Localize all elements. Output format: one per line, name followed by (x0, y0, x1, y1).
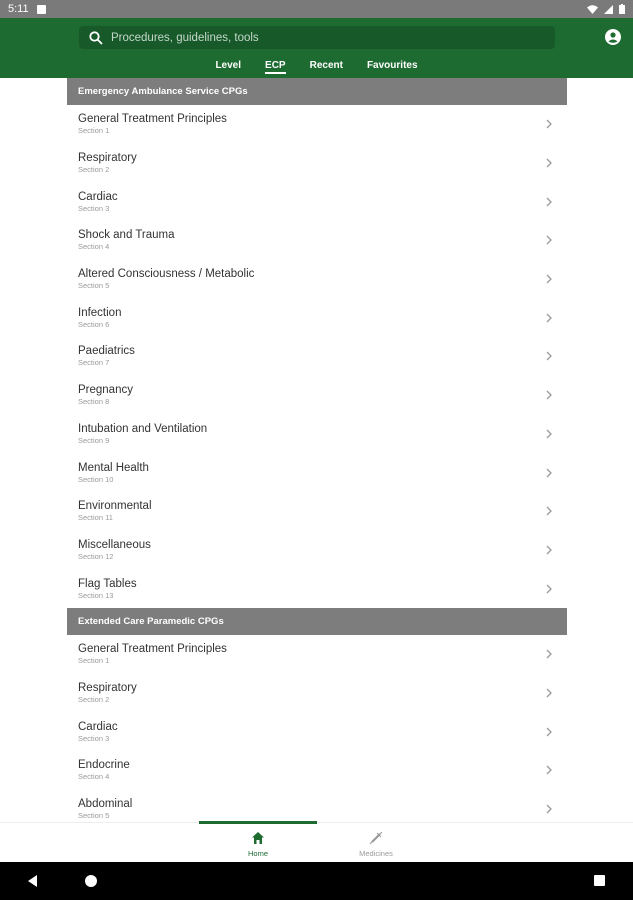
cpg-list (67, 78, 567, 828)
chevron-right-icon (545, 119, 553, 129)
list-item[interactable] (67, 569, 567, 608)
list-item-subtitle: Section 1 (78, 126, 110, 136)
list-item-subtitle: Section 4 (78, 242, 110, 252)
nav-home-label: Home (247, 849, 268, 858)
list-item[interactable] (67, 712, 567, 751)
list-item[interactable] (67, 337, 567, 376)
list-item-subtitle: Section 2 (78, 694, 110, 704)
chevron-right-icon (545, 649, 553, 659)
list-item-subtitle: Section 10 (78, 474, 114, 484)
chevron-right-icon (545, 765, 553, 775)
list-item-subtitle: Section 7 (78, 358, 110, 368)
wifi-icon (587, 5, 598, 14)
chevron-right-icon (545, 158, 553, 168)
nav-medicines[interactable] (336, 831, 416, 858)
chevron-right-icon (545, 235, 553, 245)
chevron-right-icon (545, 468, 553, 478)
recents-icon[interactable] (594, 875, 605, 886)
chevron-right-icon (545, 197, 553, 207)
list-item-title: Pregnancy (78, 384, 133, 397)
list-item-title: Endocrine (78, 759, 130, 772)
account-icon[interactable] (605, 29, 621, 45)
chevron-right-icon (545, 727, 553, 737)
list-item-title: Respiratory (78, 152, 137, 165)
list-item-subtitle: Section 12 (78, 551, 114, 561)
list-item[interactable] (67, 531, 567, 570)
search-icon (89, 31, 103, 45)
tab-bar (0, 56, 633, 78)
list-item-subtitle: Section 11 (78, 513, 113, 523)
list-item[interactable] (67, 221, 567, 260)
chevron-right-icon (545, 804, 553, 814)
list-item-title: Cardiac (78, 190, 118, 203)
list-item[interactable] (67, 635, 567, 674)
list-item-subtitle: Section 8 (78, 397, 110, 407)
list-item-title: Shock and Trauma (78, 229, 175, 242)
list-item-subtitle: Section 13 (78, 590, 114, 600)
search-bar[interactable] (79, 26, 555, 49)
list-item[interactable] (67, 376, 567, 415)
list-item-subtitle: Section 3 (78, 203, 110, 213)
tab-recent[interactable]: Recent (309, 59, 343, 71)
list-item-title: Infection (78, 306, 122, 319)
status-bar (0, 0, 633, 18)
chevron-right-icon (545, 506, 553, 516)
chevron-right-icon (545, 584, 553, 594)
tab-level[interactable]: Level (215, 59, 242, 71)
list-item-subtitle: Section 5 (78, 281, 110, 291)
app-header (0, 18, 633, 78)
chevron-right-icon (545, 390, 553, 400)
nav-home[interactable] (218, 831, 298, 858)
list-item-title: Flag Tables (78, 577, 137, 590)
list-item[interactable] (67, 674, 567, 713)
search-input[interactable] (111, 32, 531, 44)
list-item-title: Miscellaneous (78, 538, 151, 551)
list-item-title: General Treatment Principles (78, 113, 227, 126)
list-item-subtitle: Section 3 (78, 733, 110, 743)
section-header: Emergency Ambulance Service CPGs (67, 78, 567, 105)
list-item[interactable] (67, 260, 567, 299)
list-item[interactable] (67, 182, 567, 221)
tab-favourites[interactable]: Favourites (366, 59, 418, 71)
list-item-title: Abdominal (78, 798, 133, 811)
list-item-title: Cardiac (78, 720, 118, 733)
list-item[interactable] (67, 415, 567, 454)
chevron-right-icon (545, 274, 553, 284)
chevron-right-icon (545, 688, 553, 698)
list-item-title: General Treatment Principles (78, 643, 227, 656)
list-item-subtitle: Section 5 (78, 811, 110, 821)
list-item-subtitle: Section 6 (78, 319, 110, 329)
sim-icon (37, 5, 46, 14)
list-item[interactable] (67, 453, 567, 492)
syringe-icon (369, 831, 383, 845)
status-time: 5:11 (8, 3, 29, 15)
chevron-right-icon (545, 429, 553, 439)
battery-icon (619, 4, 625, 14)
list-item-title: Respiratory (78, 681, 137, 694)
nav-medicines-label: Medicines (359, 849, 393, 858)
chevron-right-icon (545, 351, 553, 361)
list-item[interactable] (67, 751, 567, 790)
back-icon[interactable] (28, 875, 37, 887)
list-item-title: Mental Health (78, 461, 149, 474)
active-nav-indicator (199, 821, 317, 824)
system-nav-bar (0, 862, 633, 900)
bottom-nav (0, 822, 633, 862)
list-item-title: Environmental (78, 500, 152, 513)
list-item-title: Intubation and Ventilation (78, 422, 208, 435)
list-item-title: Altered Consciousness / Metabolic (78, 268, 255, 281)
list-item-subtitle: Section 2 (78, 165, 110, 175)
signal-icon (604, 5, 613, 14)
chevron-right-icon (545, 545, 553, 555)
home-icon (251, 831, 265, 845)
list-item[interactable] (67, 105, 567, 144)
list-item-title: Paediatrics (78, 345, 135, 358)
list-item-subtitle: Section 4 (78, 772, 110, 782)
tab-ecp[interactable]: ECP (265, 56, 286, 74)
list-item-subtitle: Section 1 (78, 656, 110, 666)
list-item-subtitle: Section 9 (78, 435, 110, 445)
list-item[interactable] (67, 492, 567, 531)
list-item[interactable] (67, 144, 567, 183)
chevron-right-icon (545, 313, 553, 323)
list-item[interactable] (67, 298, 567, 337)
home-circle-icon[interactable] (85, 875, 97, 887)
section-header: Extended Care Paramedic CPGs (67, 608, 567, 635)
